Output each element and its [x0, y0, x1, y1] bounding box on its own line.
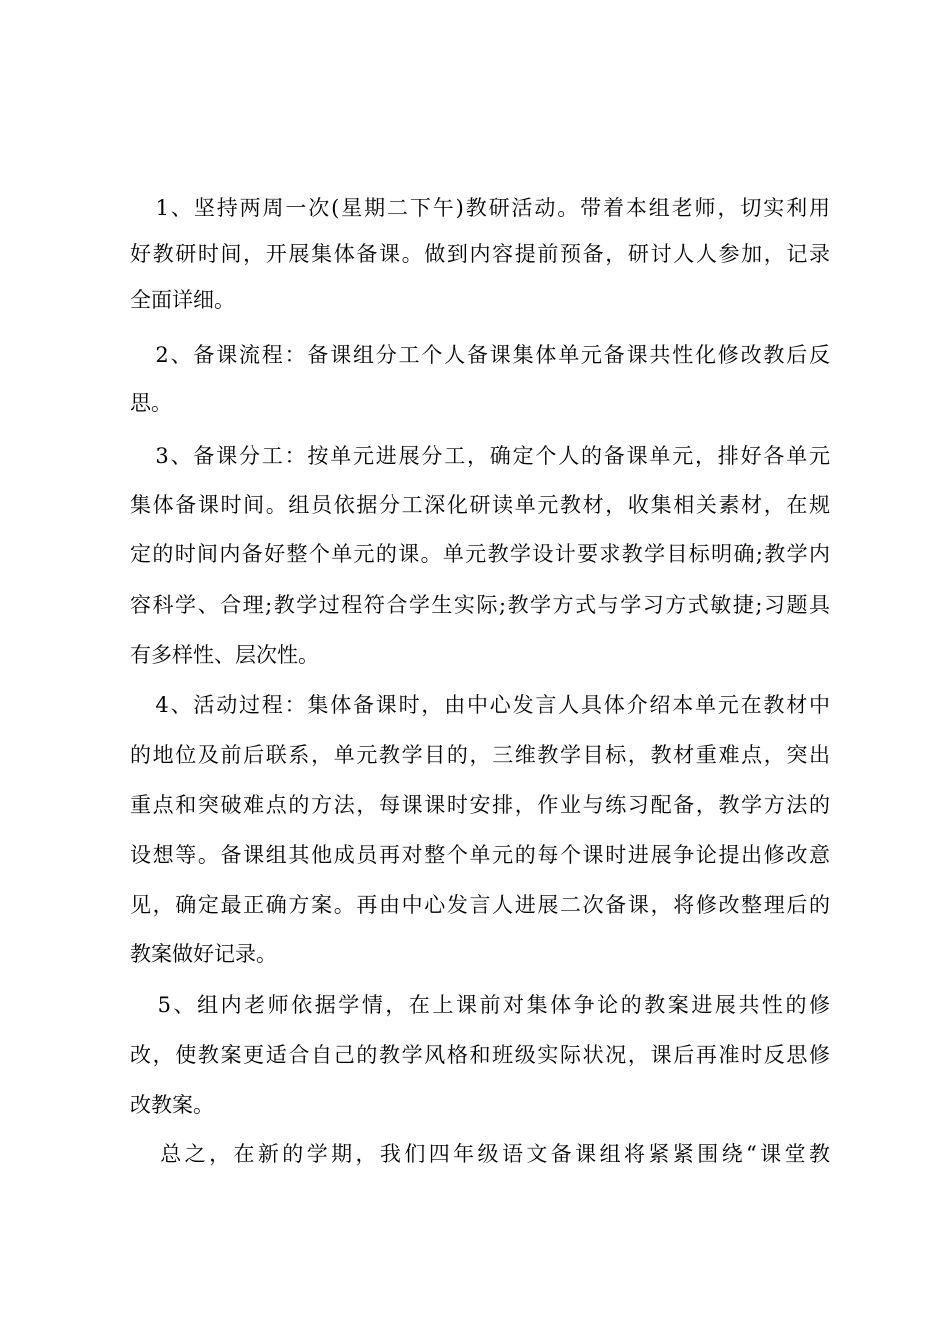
text-line: 思。: [130, 391, 172, 415]
text-line: 5、组内老师依据学情，在上课前对集体争论的教案进展共性的修: [130, 993, 830, 1017]
text-line: 设想等。备课组其他成员再对整个单元的每个课时进展争论提出修改意: [130, 843, 830, 867]
text-line: 集体备课时间。组员依据分工深化研读单元教材，收集相关素材，在规: [130, 493, 830, 517]
text-line: 定的时间内备好整个单元的课。单元教学设计要求教学目标明确;教学内: [130, 542, 830, 566]
text-line: 改，使教案更适合自己的教学风格和班级实际状况，课后再准时反思修: [130, 1043, 830, 1067]
text-line: 总之，在新的学期，我们四年级语文备课组将紧紧围绕“课堂教: [130, 1142, 830, 1166]
text-line: 容科学、合理;教学过程符合学生实际;教学方式与学习方式敏捷;习题具: [130, 593, 830, 617]
text-line: 改教案。: [130, 1093, 214, 1117]
text-line: 的地位及前后联系，单元教学目的，三维教学目标，教材重难点，突出: [130, 743, 830, 767]
text-line: 全面详细。: [130, 288, 235, 312]
text-line: 3、备课分工：按单元进展分工，确定个人的备课单元，排好各单元: [130, 444, 830, 468]
text-line: 见，确定最正确方案。再由中心发言人进展二次备课，将修改整理后的: [130, 893, 830, 917]
text-line: 1、坚持两周一次(星期二下午)教研活动。带着本组老师，切实利用: [130, 196, 830, 220]
text-line: 重点和突破难点的方法，每课课时安排，作业与练习配备，教学方法的: [130, 793, 830, 817]
text-line: 2、备课流程：备课组分工个人备课集体单元备课共性化修改教后反: [130, 343, 830, 367]
text-line: 教案做好记录。: [130, 942, 277, 966]
text-line: 有多样性、层次性。: [130, 643, 319, 667]
text-line: 好教研时间，开展集体备课。做到内容提前预备，研讨人人参加，记录: [130, 242, 830, 266]
text-line: 4、活动过程：集体备课时，由中心发言人具体介绍本单元在教材中: [130, 693, 830, 717]
